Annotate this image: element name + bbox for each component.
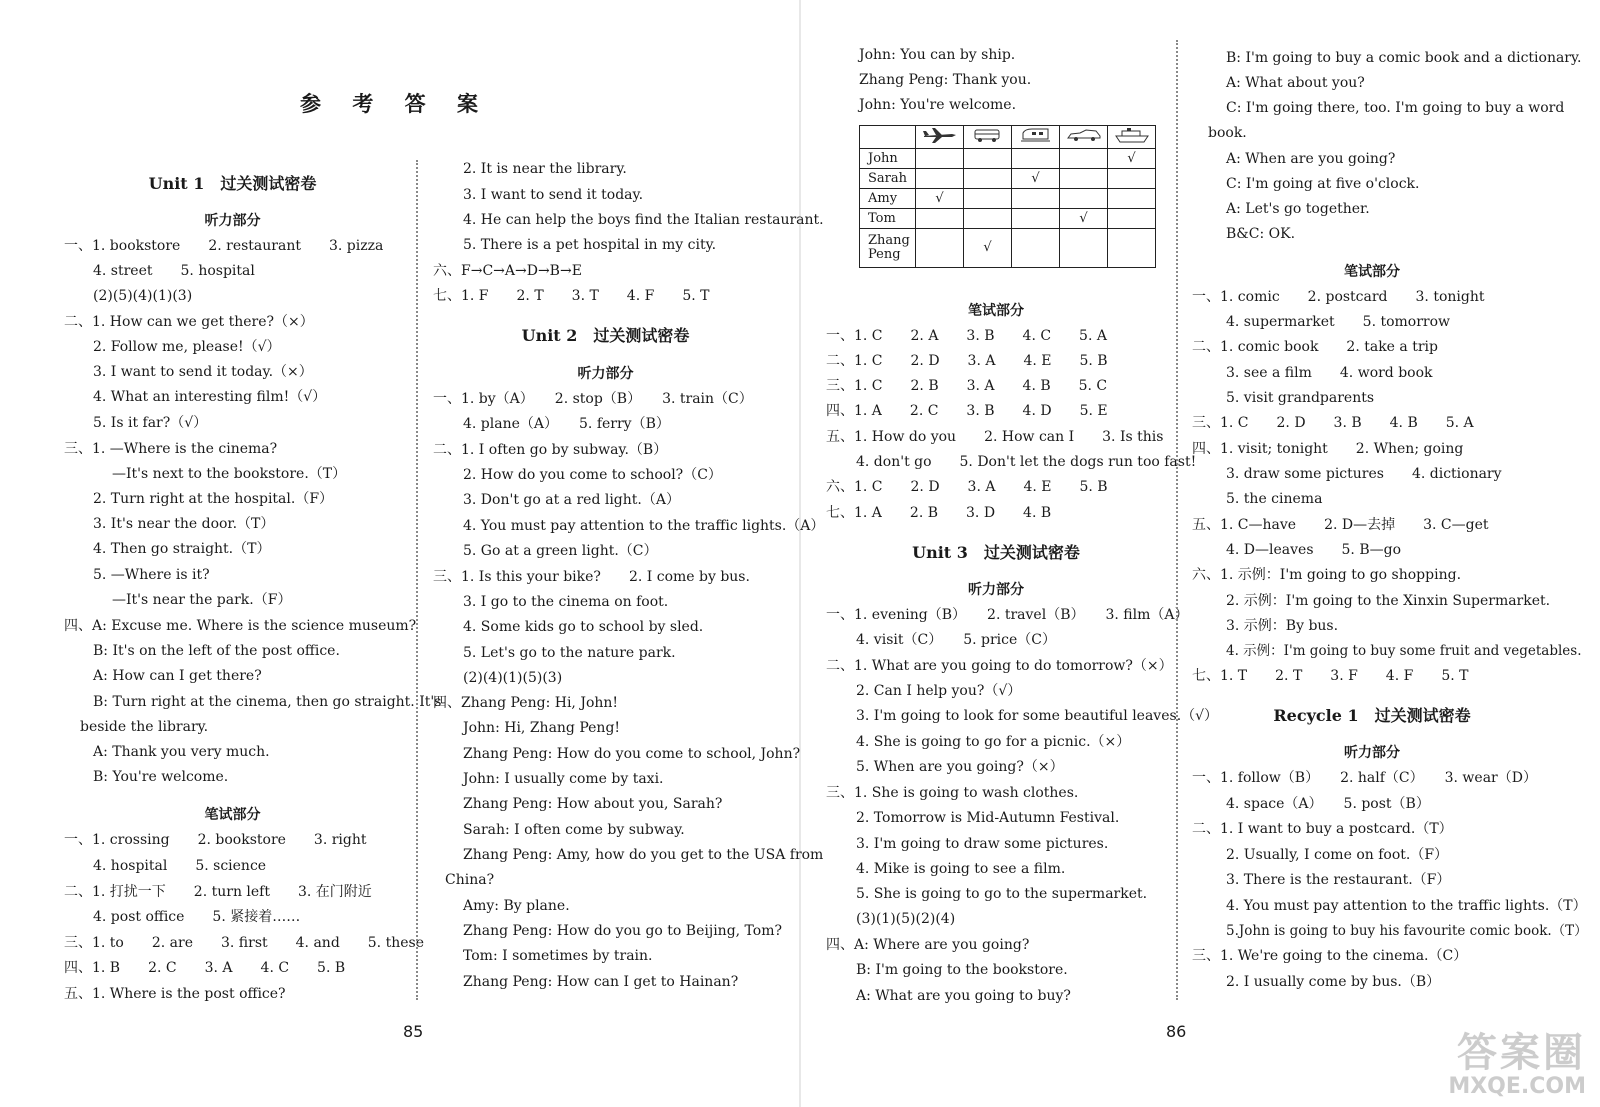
part-heading: 笔试部分 (1344, 264, 1400, 280)
answer-line: 4. Mike is going to see a film. (856, 861, 1066, 877)
answer-line: Zhang Peng: How do you come to school, John? (463, 746, 801, 762)
answer-line: 五、1. How do you 2. How can I 3. Is this (826, 429, 1164, 445)
answer-line: 5. Let's go to the nature park. (463, 645, 676, 661)
answer-line: 二、1. I often go by subway.（B） (433, 442, 668, 458)
answer-line: 一、1. C 2. A 3. B 4. C 5. A (826, 328, 1107, 344)
answer-line: John: You can by ship. (859, 47, 1016, 63)
check-cell (1012, 189, 1060, 209)
answer-line: 4. Then go straight.（T） (93, 541, 271, 557)
answer-line: 一、1. crossing 2. bookstore 3. right (64, 832, 367, 848)
table-row (860, 169, 1156, 189)
answer-line: 5. visit grandparents (1226, 390, 1375, 406)
answer-line: B: I'm going to the bookstore. (856, 962, 1068, 978)
part-heading: 听力部分 (968, 582, 1024, 598)
page-number: 85 (403, 1022, 424, 1041)
table-row (860, 229, 1156, 268)
page-spine (799, 0, 801, 1107)
check-cell: √ (1060, 209, 1108, 229)
answer-line: John: You're welcome. (859, 97, 1017, 113)
answer-line: Zhang Peng: Amy, how do you get to the USA from (463, 847, 824, 863)
answer-line: 五、1. Where is the post office? (64, 986, 286, 1002)
answer-line: 四、A: Excuse me. Where is the science museum? (64, 618, 417, 634)
check-cell (1108, 229, 1156, 268)
answer-line: 5. She is going to go to the supermarket. (856, 886, 1148, 902)
answer-line: (2)(5)(4)(1)(3) (93, 288, 193, 304)
answer-line: 二、1. I want to buy a postcard.（T） (1192, 821, 1453, 837)
check-cell (964, 209, 1012, 229)
check-cell (964, 149, 1012, 169)
answer-line: 3. I want to send it today.（×） (93, 364, 313, 380)
check-cell (1060, 169, 1108, 189)
check-cell (1012, 149, 1060, 169)
part-heading: 笔试部分 (968, 303, 1024, 319)
answer-line: 3. Don't go at a red light.（A） (463, 492, 680, 508)
bus-icon (964, 126, 1012, 149)
answer-line: 4. She is going to go for a picnic.（×） (856, 734, 1131, 750)
answer-line: 一、1. follow（B） 2. half（C） 3. wear（D） (1192, 770, 1537, 786)
answer-line: 二、1. 打扰一下 2. turn left 3. 在门附近 (64, 884, 372, 900)
table-row (860, 149, 1156, 169)
answer-line: A: What about you? (1226, 75, 1365, 91)
check-cell (916, 209, 964, 229)
answer-line: beside the library. (80, 719, 209, 735)
answer-line: 三、1. C 2. B 3. A 4. B 5. C (826, 378, 1108, 394)
section-heading: Recycle 1 过关测试密卷 (1273, 706, 1471, 725)
answer-line: 3. I want to send it today. (463, 187, 644, 203)
check-cell: √ (916, 189, 964, 209)
check-cell (916, 229, 964, 268)
part-heading: 听力部分 (577, 366, 634, 382)
check-cell (964, 169, 1012, 189)
page-number: 86 (1166, 1022, 1187, 1041)
answer-line: 一、1. bookstore 2. restaurant 3. pizza (64, 238, 384, 254)
answer-line: 5. When are you going?（×） (856, 759, 1064, 775)
table-header-row (860, 126, 1156, 149)
ship-icon (1108, 126, 1156, 149)
answer-line: C: I'm going at five o'clock. (1226, 176, 1420, 192)
answer-line: Sarah: I often come by subway. (463, 822, 685, 838)
answer-line: 4. visit（C） 5. price（C） (856, 632, 1056, 648)
answer-line: 四、1. B 2. C 3. A 4. C 5. B (64, 960, 346, 976)
answer-line: 三、1. Is this your bike? 2. I come by bus. (433, 569, 750, 585)
answer-line: Zhang Peng: How can I get to Hainan? (463, 974, 739, 990)
answer-line: A: What are you going to buy? (856, 988, 1071, 1004)
answer-line: John: I usually come by taxi. (463, 771, 664, 787)
check-cell (1012, 209, 1060, 229)
answer-line: A: How can I get there? (93, 668, 262, 684)
page-title: 参 考 答 案 (300, 91, 490, 116)
check-cell (1060, 229, 1108, 268)
row-name: Zhang Peng (860, 229, 916, 268)
answer-line: (2)(4)(1)(5)(3) (463, 670, 563, 686)
answer-line: 3. I'm going to look for some beautiful leaves.（√） (856, 708, 1219, 724)
answer-line: book. (1208, 125, 1247, 141)
answer-line: Zhang Peng: How about you, Sarah? (463, 796, 723, 812)
table-row (860, 189, 1156, 209)
answer-line: 三、1. to 2. are 3. first 4. and 5. these (64, 935, 424, 951)
answer-line: 5. the cinema (1226, 491, 1323, 507)
answer-line: 4. D—leaves 5. B—go (1226, 542, 1402, 558)
answer-line: 四、1. visit; tonight 2. When; going (1192, 441, 1464, 457)
check-cell (1108, 189, 1156, 209)
answer-line: 四、1. A 2. C 3. B 4. D 5. E (826, 403, 1108, 419)
answer-line: 4. 示例：I'm going to buy some fruit and vegetables. (1226, 643, 1582, 659)
check-cell (1108, 169, 1156, 189)
answer-line: 4. post office 5. 紧接着…… (93, 909, 301, 925)
answer-line: Zhang Peng: Thank you. (859, 72, 1032, 88)
column-divider (416, 160, 418, 1000)
answer-line: 2. Follow me, please!（√） (93, 339, 281, 355)
answer-line: 2. It is near the library. (463, 161, 627, 177)
answer-line: 三、1. —Where is the cinema? (64, 441, 278, 457)
answer-line: 3. draw some pictures 4. dictionary (1226, 466, 1502, 482)
answer-line: 4. What an interesting film!（√） (93, 389, 327, 405)
check-cell (1012, 229, 1060, 268)
answer-line: Amy: By plane. (463, 898, 570, 914)
answer-line: 四、A: Where are you going? (826, 937, 1030, 953)
answer-line: 2. I usually come by bus.（B） (1226, 974, 1441, 990)
answer-line: 一、1. evening（B） 2. travel（B） 3. film（A） (826, 607, 1189, 623)
answer-line: 2. Usually, I come on foot.（F） (1226, 847, 1449, 863)
answer-line: 七、1. F 2. T 3. T 4. F 5. T (433, 288, 710, 304)
answer-line: C: I'm going there, too. I'm going to buy a word (1226, 100, 1565, 116)
watermark-logo-text: 答案圈 (1457, 1030, 1586, 1076)
answer-line: 3. It's near the door.（T） (93, 516, 275, 532)
watermark (1448, 1031, 1586, 1099)
section-heading: Unit 3 过关测试密卷 (912, 543, 1080, 562)
answer-line: B: I'm going to buy a comic book and a dictionary. (1226, 50, 1582, 66)
check-cell (916, 149, 964, 169)
answer-line: 五、1. C—have 2. D—去掉 3. C—get (1192, 517, 1489, 533)
answer-line: 5. Go at a green light.（C） (463, 543, 658, 559)
answer-line: A: Let's go together. (1226, 201, 1370, 217)
answer-line: 5. Is it far?（√） (93, 415, 208, 431)
table-row (860, 209, 1156, 229)
answer-line: 2. How do you come to school?（C） (463, 467, 722, 483)
check-cell (916, 169, 964, 189)
answer-line: 4. don't go 5. Don't let the dogs run too fast! (856, 454, 1197, 470)
row-name: John (860, 149, 916, 169)
check-cell (1060, 189, 1108, 209)
answer-line: 4. He can help the boys find the Italian restaurant. (463, 212, 824, 228)
plane-icon (916, 126, 964, 149)
answer-line: 3. I go to the cinema on foot. (463, 594, 669, 610)
column-divider (1176, 40, 1178, 1000)
answer-line: 六、F→C→A→D→B→E (433, 263, 582, 279)
answer-line: 5. —Where is it? (93, 567, 210, 583)
answer-line: 4. You must pay attention to the traffic lights.（A） (463, 518, 825, 534)
answer-line: 二、1. comic book 2. take a trip (1192, 339, 1438, 355)
answer-line: 一、1. by（A） 2. stop（B） 3. train（C） (433, 391, 753, 407)
answer-line: 二、1. How can we get there?（×） (64, 314, 314, 330)
answer-line: 七、1. T 2. T 3. F 4. F 5. T (1192, 668, 1469, 684)
row-name: Amy (860, 189, 916, 209)
part-heading: 听力部分 (1344, 745, 1400, 761)
answer-line: (3)(1)(5)(2)(4) (856, 911, 956, 927)
table-corner-cell (860, 126, 916, 149)
answer-line: 三、1. We're going to the cinema.（C） (1192, 948, 1468, 964)
section-heading: Unit 2 过关测试密卷 (521, 326, 690, 345)
check-cell: √ (1108, 149, 1156, 169)
answer-line: B: You're welcome. (93, 769, 229, 785)
car-icon (1060, 126, 1108, 149)
answer-line: 4. You must pay attention to the traffic lights.（T） (1226, 898, 1587, 914)
answer-line: 4. supermarket 5. tomorrow (1226, 314, 1451, 330)
answer-line: 四、Zhang Peng: Hi, John! (433, 695, 619, 711)
answer-line: 4. plane（A） 5. ferry（B） (463, 416, 670, 432)
check-cell: √ (964, 229, 1012, 268)
answer-line: 2. Tomorrow is Mid-Autumn Festival. (856, 810, 1120, 826)
check-cell (1060, 149, 1108, 169)
part-heading: 听力部分 (204, 213, 261, 229)
section-heading: Unit 1 过关测试密卷 (148, 174, 317, 193)
answer-line: A: When are you going? (1226, 151, 1396, 167)
check-cell (1108, 209, 1156, 229)
answer-line: —It's next to the bookstore.（T） (112, 466, 347, 482)
answer-line: B&C: OK. (1226, 226, 1296, 242)
answer-line: Tom: I sometimes by train. (463, 948, 653, 964)
answer-line: —It's near the park.（F） (112, 592, 292, 608)
answer-line: 六、1. C 2. D 3. A 4. E 5. B (826, 479, 1108, 495)
answer-line: 3. There is the restaurant.（F） (1226, 872, 1451, 888)
check-cell (964, 189, 1012, 209)
row-name: Tom (860, 209, 916, 229)
answer-line: 2. Can I help you?（√） (856, 683, 1022, 699)
part-heading: 笔试部分 (204, 807, 261, 823)
answer-line: 3. I'm going to draw some pictures. (856, 836, 1109, 852)
answer-line: John: Hi, Zhang Peng! (463, 720, 621, 736)
answer-line: 4. space（A） 5. post（B） (1226, 796, 1430, 812)
check-cell: √ (1012, 169, 1060, 189)
answer-line: 4. hospital 5. science (93, 858, 267, 874)
answer-line: 一、1. comic 2. postcard 3. tonight (1192, 289, 1485, 305)
answer-line: 二、1. C 2. D 3. A 4. E 5. B (826, 353, 1108, 369)
answer-line: 4. street 5. hospital (93, 263, 255, 279)
answer-line: 5.John is going to buy his favourite comic book.（T） (1226, 923, 1588, 939)
row-name: Sarah (860, 169, 916, 189)
answer-line: B: Turn right at the cinema, then go straight. It's (93, 694, 442, 710)
answer-line: 3. see a film 4. word book (1226, 365, 1433, 381)
answer-line: 三、1. C 2. D 3. B 4. B 5. A (1192, 415, 1474, 431)
answer-line: 4. Some kids go to school by sled. (463, 619, 704, 635)
answer-line: 三、1. She is going to wash clothes. (826, 785, 1079, 801)
train-icon (1012, 126, 1060, 149)
answer-line: B: It's on the left of the post office. (93, 643, 340, 659)
answer-line: 2. 示例：I'm going to the Xinxin Supermarket. (1226, 593, 1551, 609)
answer-line: 2. Turn right at the hospital.（F） (93, 491, 334, 507)
answer-line: 二、1. What are you going to do tomorrow?（×） (826, 658, 1173, 674)
answer-line: 七、1. A 2. B 3. D 4. B (826, 505, 1052, 521)
answer-line: 六、1. 示例：I'm going to go shopping. (1192, 567, 1462, 583)
answer-line: China? (445, 872, 495, 888)
answer-line: 3. 示例：By bus. (1226, 618, 1339, 634)
answer-line: Zhang Peng: How do you go to Beijing, Tom? (463, 923, 783, 939)
watermark-url: MXQE.COM (1448, 1074, 1586, 1099)
answer-line: A: Thank you very much. (93, 744, 270, 760)
transport-table (859, 125, 1156, 268)
answer-line: 5. There is a pet hospital in my city. (463, 237, 717, 253)
